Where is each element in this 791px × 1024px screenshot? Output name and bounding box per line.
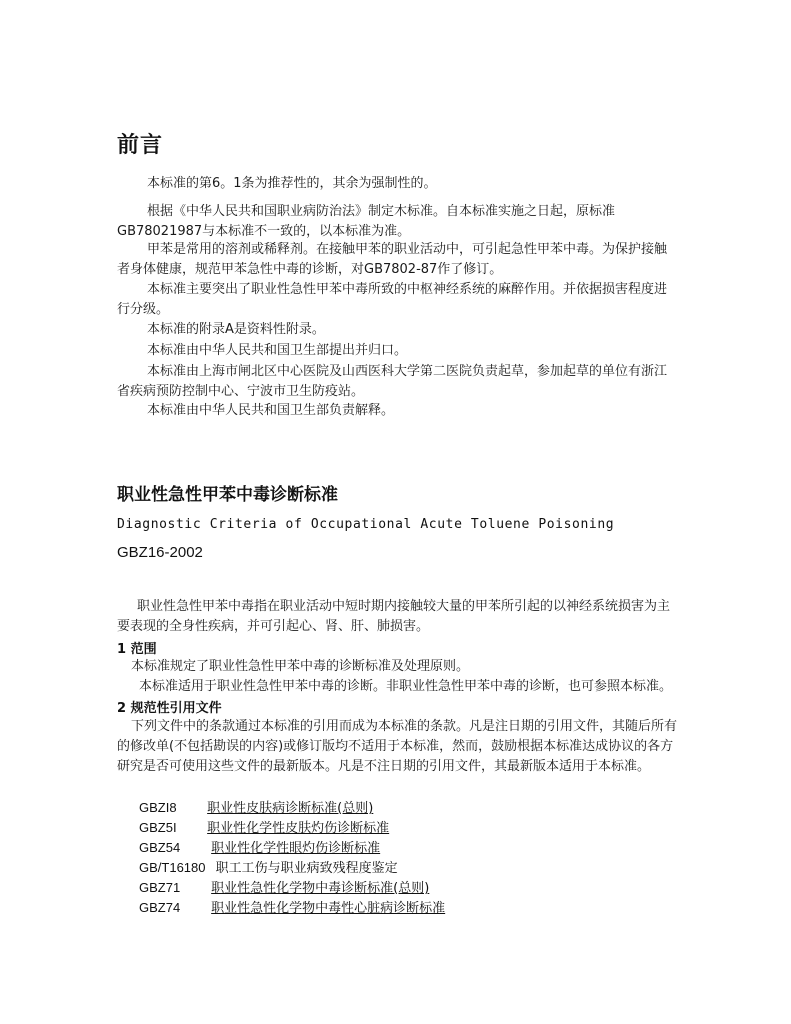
standard-code: GBZ16-2002: [117, 544, 203, 561]
reference-code: GBZ54: [139, 840, 181, 855]
preface-paragraph: 甲苯是常用的溶剂或稀释剂。在接触甲苯的职业活动中，可引起急性甲苯中毒。为保护接触者身体健康，规范甲苯急性中毒的诊断，对GB7802-87作了修订。: [117, 242, 668, 277]
preface-paragraph: 本标准的第6。1条为推荐性的，其余为强制性的。: [147, 176, 437, 191]
reference-title[interactable]: 职业性皮肤病诊断标准(总则): [207, 801, 374, 816]
section-1-heading: 1 范围: [117, 642, 157, 657]
reference-title[interactable]: 职业性化学性皮肤灼伤诊断标准: [207, 821, 390, 836]
standard-intro: 职业性急性甲苯中毒指在职业活动中短时期内接触较大量的甲苯所引起的以神经系统损害为主要表现的全身性疾病，并可引起心、肾、肝、肺损害。: [117, 599, 671, 634]
preface-paragraph: 本标准由上海市闸北区中心医院及山西医科大学第二医院负责起草，参加起草的单位有浙江省疾病预防控制中心、宁波市卫生防疫站。: [117, 364, 668, 399]
reference-item: [139, 858, 398, 879]
preface-paragraph: 本标准的附录A是资料性附录。: [147, 322, 325, 337]
preface-paragraph: 本标准由中华人民共和国卫生部提出并归口。: [147, 343, 408, 358]
reference-code: GBZ5I: [139, 820, 177, 835]
reference-code: GBZI8: [139, 800, 177, 815]
standard-title-english: Diagnostic Criteria of Occupational Acute Toluene Poisoning: [117, 517, 615, 532]
reference-item: [139, 898, 445, 919]
reference-code: GBZ74: [139, 900, 181, 915]
standard-title: 职业性急性甲苯中毒诊断标准: [117, 485, 338, 505]
reference-item: [139, 798, 373, 819]
reference-code: GB/T16180: [139, 860, 206, 875]
preface-title: 前言: [117, 133, 164, 158]
section-2-heading: 2 规范性引用文件: [117, 701, 222, 716]
reference-title: 职工工伤与职业病致残程度鉴定: [215, 861, 398, 876]
section-1-paragraph: 本标准适用于职业性急性甲苯中毒的诊断。非职业性急性甲苯中毒的诊断，也可参照本标准。: [139, 679, 673, 694]
preface-paragraph: 根据《中华人民共和国职业病防治法》制定木标准。自本标准实施之日起，原标准GB78021987与本标准不一致的，以本标准为准。: [117, 204, 616, 239]
reference-item: [139, 838, 380, 859]
preface-paragraph: 本标准由中华人民共和国卫生部负责解释。: [147, 403, 395, 418]
reference-title[interactable]: 职业性化学性眼灼伤诊断标准: [211, 841, 381, 856]
section-2-paragraph: 下列文件中的条款通过本标准的引用而成为本标准的条款。凡是注日期的引用文件，其随后所有的修改单(不包括勘误的内容)或修订版均不适用于本标准，然而，鼓励根据本标准达成协议的各方研究是否可使用这些文件的最新版本。凡是不注日期的引用文件，其最新版本适用于本标准。: [117, 719, 678, 774]
reference-item: [139, 818, 389, 839]
reference-title[interactable]: 职业性急性化学物中毒诊断标准(总则): [211, 881, 430, 896]
reference-item: [139, 878, 429, 899]
reference-title[interactable]: 职业性急性化学物中毒性心脏病诊断标准: [211, 901, 446, 916]
preface-paragraph: 本标准主要突出了职业性急性甲苯中毒所致的中枢神经系统的麻醉作用。并依据损害程度进行分级。: [117, 282, 668, 317]
section-1-paragraph: 本标准规定了职业性急性甲苯中毒的诊断标准及处理原则。: [131, 659, 470, 674]
reference-code: GBZ71: [139, 880, 181, 895]
